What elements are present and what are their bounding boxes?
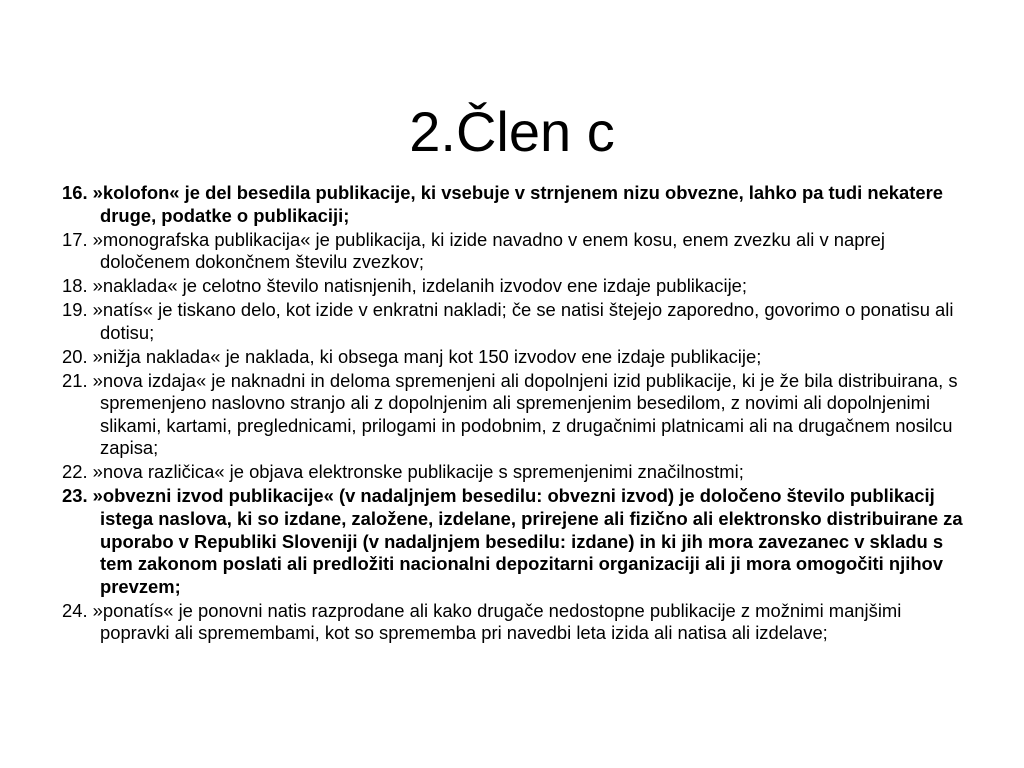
- definition-item-24: 24. »ponatís« je ponovni natis razprodane ali kako drugače nedostopne publikacije z možnimi manjšimi popravki ali spremembami, kot so sprememba pri navedbi leta izida ali natisa ali izdelave;: [62, 599, 902, 644]
- definition-item-19: 19. »natís« je tiskano delo, kot izide v enkratni nakladi; če se natisi štejejo zaporedno, govorimo o ponatisu ali dotisu;: [62, 299, 954, 343]
- definition-item-16: 16. »kolofon« je del besedila publikacije, ki vsebuje v strnjenem nizu obvezne, lahko pa tudi nekatere druge, podatke o publikaciji;: [62, 182, 943, 226]
- definition-item-17: 17. »monografska publikacija« je publikacija, ki izide navadno v enem kosu, enem zvezku ali v naprej določenem dokončnem številu zvezkov;: [62, 228, 885, 273]
- definition-item-23: 23. »obvezni izvod publikacije« (v nadaljnjem besedilu: obvezni izvod) je določeno število publikacij istega naslova, ki so izdane, založene, izdelane, prirejene ali fizično ali elektronsko distribuirane za uporabo v Republiki Sloveniji (v nadaljnjem besedilu: izdane) in ki jih mora zavezanec v skladu s tem zakonom poslati ali predložiti nacionalni depozitarni organizaciji ali ji mora omogočiti njihov prevzem;: [62, 485, 963, 597]
- definition-item-21: 21. »nova izdaja« je naknadni in deloma spremenjeni ali dopolnjeni izid publikacije, ki je že bila distribuirana, s spremenjeno naslovno stranjo ali z dopolnjenim ali spremenjenim besedilom, z novimi ali dopolnjenimi slikami, kartami, preglednicami, prilogami in podobnim, z drugačnimi platnicami ali na drugačnem nosilcu zapisa;: [62, 369, 958, 459]
- definition-item-18: 18. »naklada« je celotno število natisnjenih, izdelanih izvodov ene izdaje publikacije;: [62, 275, 747, 297]
- definition-item-20: 20. »nižja naklada« je naklada, ki obsega manj kot 150 izvodov ene izdaje publikacije;: [62, 345, 762, 367]
- slide-title: 2.Člen c: [409, 99, 615, 163]
- definition-item-22: 22. »nova različica« je objava elektronske publikacije s spremenjenimi značilnostmi;: [62, 461, 744, 483]
- definition-list: [62, 182, 972, 646]
